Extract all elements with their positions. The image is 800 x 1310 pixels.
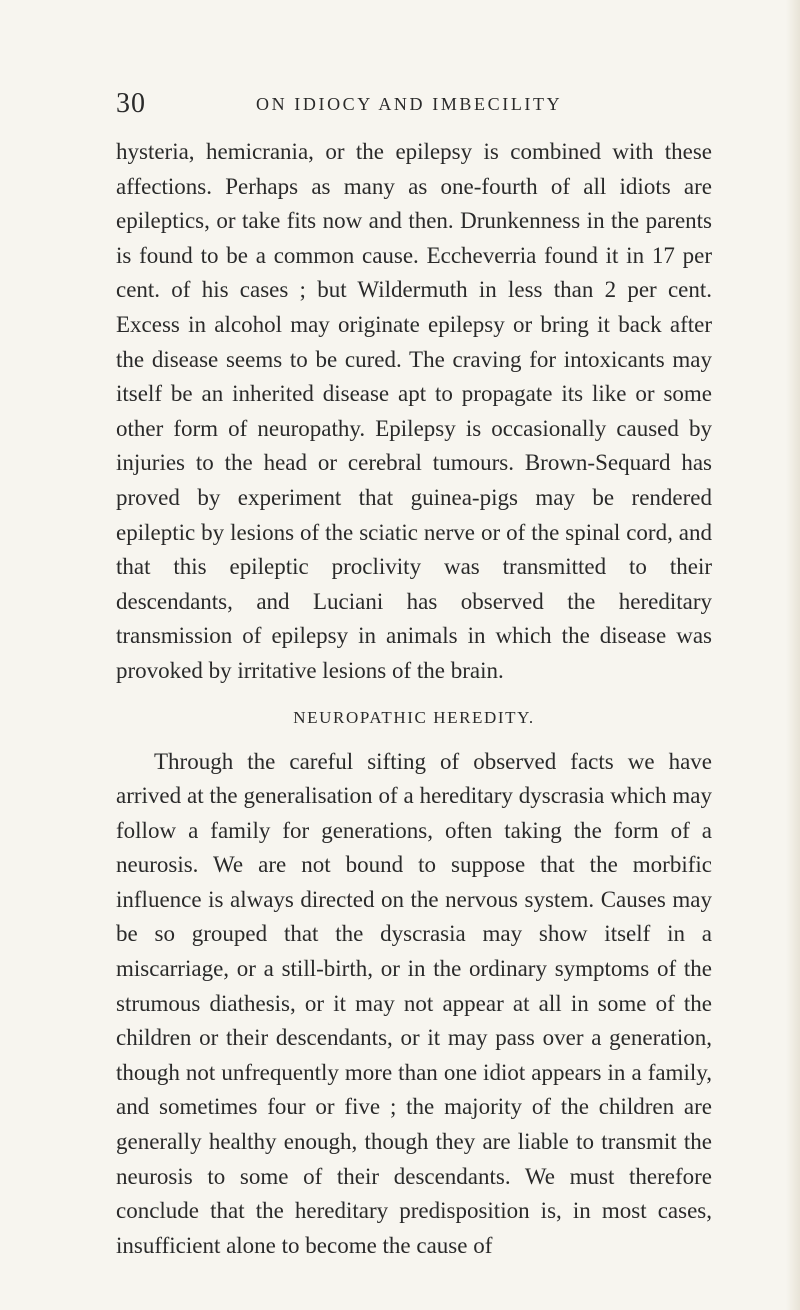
body-text <box>116 135 712 1263</box>
paragraph-continuation: hysteria, hemicrania, or the epilepsy is combined with these affections. Perhaps as many as one-fourth of all idiots are epileptics, or take fits now and then. Drunkenness in the parents is found to be a common cause. Eccheverria found it in 17 per cent. of his cases ; but Wildermuth in less than 2 per cent. Excess in alcohol may originate epilepsy or bring it back after the disease seems to be cured. The craving for intoxicants may itself be an inherited disease apt to propagate its like or some other form of neuropathy. Epilepsy is occasionally caused by injuries to the head or cerebral tumours. Brown-Sequard has proved by experiment that guinea-pigs may be rendered epileptic by lesions of the sciatic nerve or of the spinal cord, and that this epileptic proclivity was transmitted to their descendants, and Luciani has observed the hereditary transmission of epilepsy in animals in which the disease was provoked by irritative lesions of the brain. <box>116 139 712 683</box>
page-number: 30 <box>116 88 146 119</box>
running-title: ON IDIOCY AND IMBECILITY <box>256 94 563 114</box>
page-edge-shadow <box>786 0 800 1310</box>
paragraph-neuropathic-heredity: Through the careful sifting of observed facts we have arrived at the generalisation of a hereditary dyscrasia which may follow a family for generations, often taking the form of a neurosis. We are not bound to suppose that the morbific influence is always directed on the nervous system. Causes may be so grouped that the dyscrasia may show itself in a miscarriage, or a still-birth, or in the ordinary symptoms of the strumous diathesis, or it may not appear at all in some of the children or their descendants, or it may pass over a generation, though not unfrequently more than one idiot appears in a family, and sometimes four or five ; the majority of the children are generally healthy enough, though they are liable to transmit the neurosis to some of their descendants. We must therefore conclude that the hereditary predisposition is, in most cases, insufficient alone to become the cause of <box>116 748 712 1258</box>
section-heading: NEUROPATHIC HEREDITY. <box>293 707 535 727</box>
page-header <box>116 86 712 122</box>
